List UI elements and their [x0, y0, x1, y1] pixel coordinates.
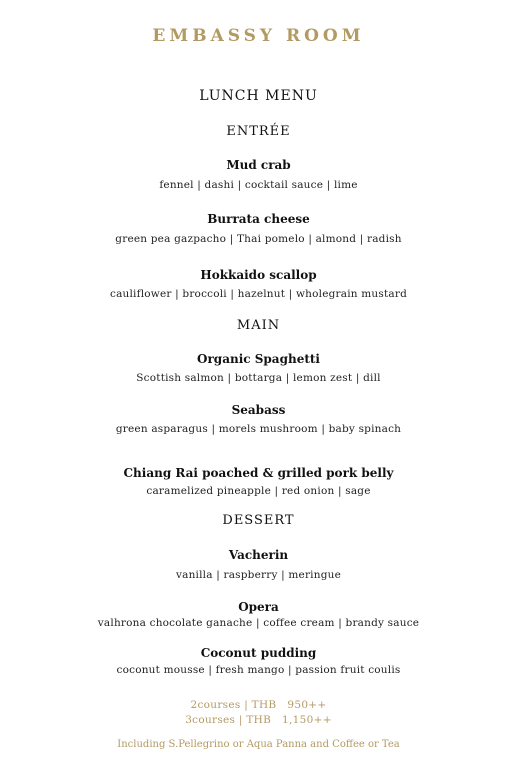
dish-description: Scottish salmon | bottarga | lemon zest | dill [136, 372, 381, 384]
dish-description: cauliflower | broccoli | hazelnut | wholegrain mustard [109, 288, 407, 300]
dish-description: green asparagus | morels mushroom | baby spinach [115, 423, 402, 435]
dish-name: Hokkaido scallop [200, 268, 317, 282]
section-heading-main: MAIN [236, 318, 281, 333]
dish-name: Mud crab [226, 158, 291, 172]
dish-description: vanilla | raspberry | meringue [175, 569, 342, 581]
price-three-courses: 3courses | THB 1,150++ [185, 714, 332, 726]
dish-name: Opera [238, 600, 279, 614]
restaurant-name: EMBASSY ROOM [152, 26, 365, 46]
dish-name: Organic Spaghetti [197, 352, 320, 366]
dish-description: green pea gazpacho | Thai pomelo | almond | radish [115, 233, 402, 245]
inclusion-note: Including S.Pellegrino or Aqua Panna and Coffee or Tea [117, 739, 400, 750]
price-two-courses: 2courses | THB 950++ [190, 699, 327, 711]
section-heading-entree: ENTRÉE [226, 124, 291, 139]
dish-name: Vacherin [228, 548, 289, 562]
dish-name: Coconut pudding [200, 646, 317, 660]
dish-name: Chiang Rai poached & grilled pork belly [123, 466, 394, 480]
dish-description: coconut mousse | fresh mango | passion fruit coulis [116, 664, 401, 676]
dish-description: fennel | dashi | cocktail sauce | lime [159, 179, 358, 191]
dish-name: Seabass [231, 403, 286, 417]
dish-description: caramelized pineapple | red onion | sage [146, 485, 371, 497]
dish-name: Burrata cheese [207, 212, 310, 226]
menu-title: LUNCH MENU [199, 88, 318, 104]
dish-description: valhrona chocolate ganache | coffee cream | brandy sauce [97, 617, 420, 629]
section-heading-dessert: DESSERT [222, 513, 295, 528]
